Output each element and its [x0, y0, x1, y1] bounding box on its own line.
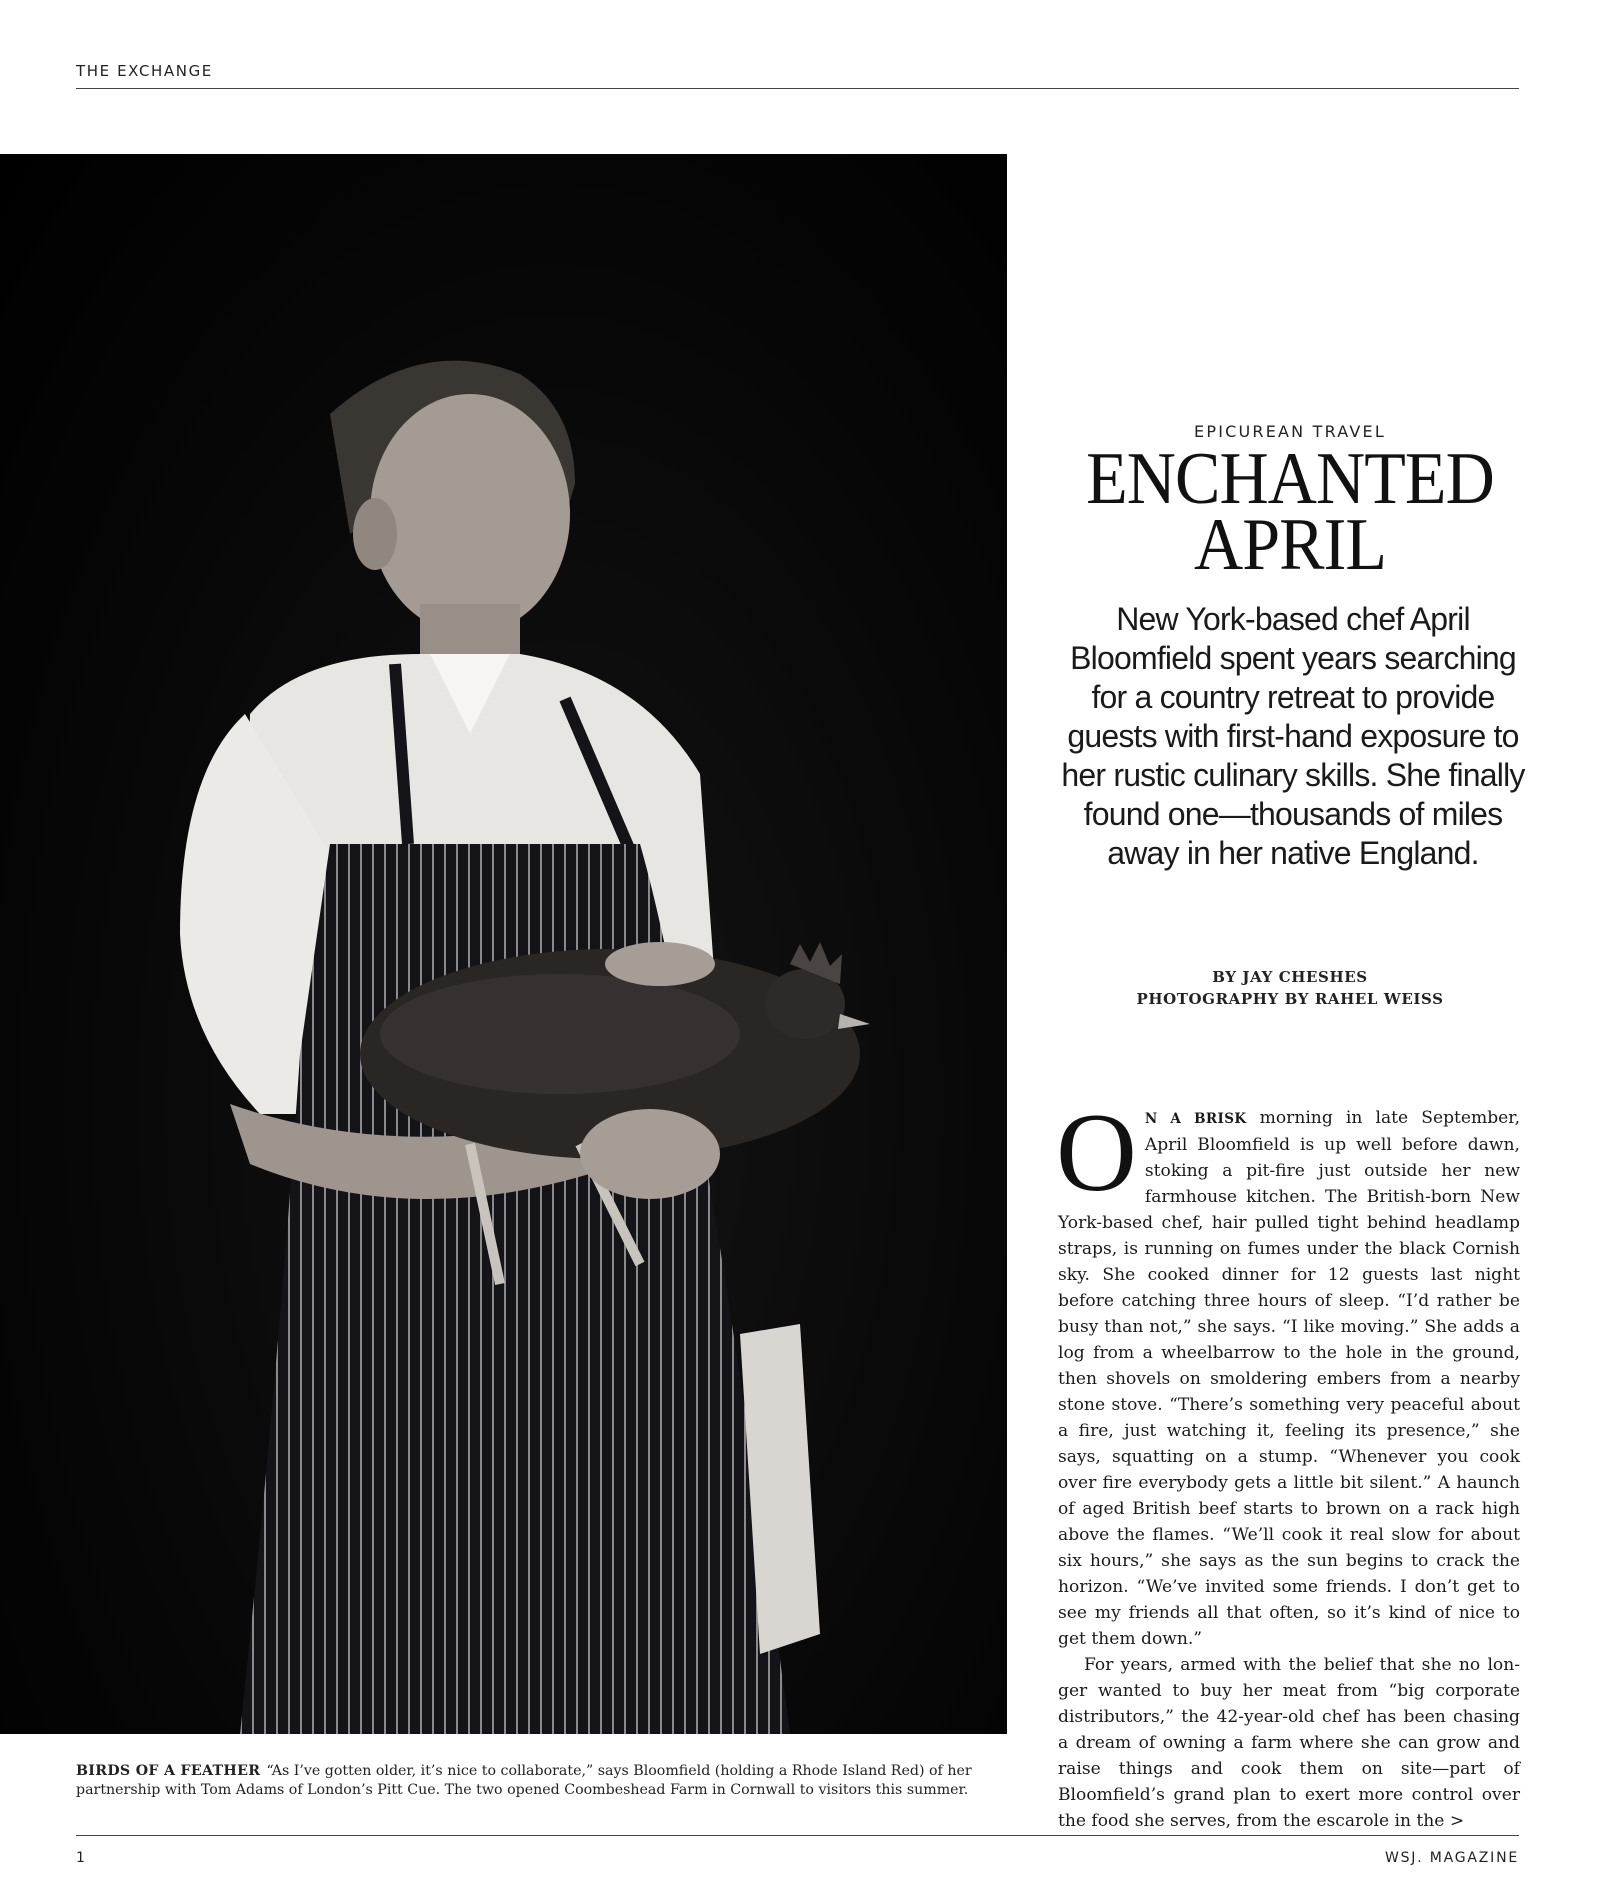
footer-divider [76, 1835, 1519, 1836]
portrait-illustration [0, 154, 1007, 1734]
header-divider [76, 88, 1519, 89]
body-paragraph: For years, armed with the belief that she no longer wanted to buy her meat from “big corporate distributors,” the 42-year-old chef has been chasing a dream of owning a farm where she can grow and raise things and cook them on site—part of Bloomfield’s grand plan to exert more control over the food she serves, from the escarole in the > [1058, 1655, 1520, 1831]
headline-line-2: APRIL [1193, 504, 1387, 586]
caption-heading: BIRDS OF A FEATHER [76, 1763, 261, 1779]
article-headline [1060, 438, 1520, 586]
byline-block [1060, 966, 1520, 1010]
body-paragraph [1056, 1091, 1521, 1652]
photo-caption [76, 1762, 1016, 1800]
section-label: THE EXCHANGE [76, 62, 213, 80]
caption-text: “As I’ve gotten older, it’s nice to collaborate,” says Bloomfield (holding a Rhode Island Red) of her partnership with Tom Adams of London’s Pitt Cue. The two opened Coombeshead Farm in Cornwall to visitors this summer. [76, 1763, 972, 1798]
article-kicker: EPICUREAN TRAVEL [1194, 422, 1386, 441]
paragraph-1-text: morning in late September, April Bloomfield is up well before dawn, stoking a pit-fire just outside her new farmhouse kitchen. The British-born New York-based chef, hair pulled tight behind headlamp straps, is running on fumes under the black Cornish sky. She cooked dinner for 12 guests last night before catching three hours of sleep. “I’d rather be busy than not,” she says. “I like moving.” She adds a log from a wheelbarrow to the hole in the ground, then shovels on smoldering embers from a nearby stone stove. “There’s something very peaceful about a fire, just watching it, feeling its presence,” she says, squatting on a stump. “Whenever you cook over fire everybody gets a little bit silent.” A haunch of aged British beef starts to brown on a rack high above the flames. “We’ll cook it real slow for about six hours,” she says as the sun begins to crack the horizon. “We’ve invited some friends. I don’t get to see my friends all that often, so it’s kind of nice to get them down.” [1058, 1108, 1521, 1649]
article-dek: New York-based chef April Bloomfield spent years searching for a country retreat to provide guests with first-hand exposure to her rustic culinary skills. She finally found one—thousands of miles away in her native England. [1061, 601, 1525, 871]
page-number: 1 [76, 1850, 85, 1866]
photo-credit: PHOTOGRAPHY BY RAHEL WEISS [1136, 990, 1444, 1008]
magazine-name: WSJ. MAGAZINE [1384, 1850, 1519, 1866]
article-body [1056, 1091, 1521, 1834]
lead-in: N A BRISK [1144, 1111, 1247, 1127]
drop-cap: O [1056, 1091, 1137, 1215]
author-byline: BY JAY CHESHES [1212, 968, 1368, 986]
portrait-photo [0, 154, 1007, 1734]
headline-line-1: ENCHANTED [1086, 438, 1494, 520]
